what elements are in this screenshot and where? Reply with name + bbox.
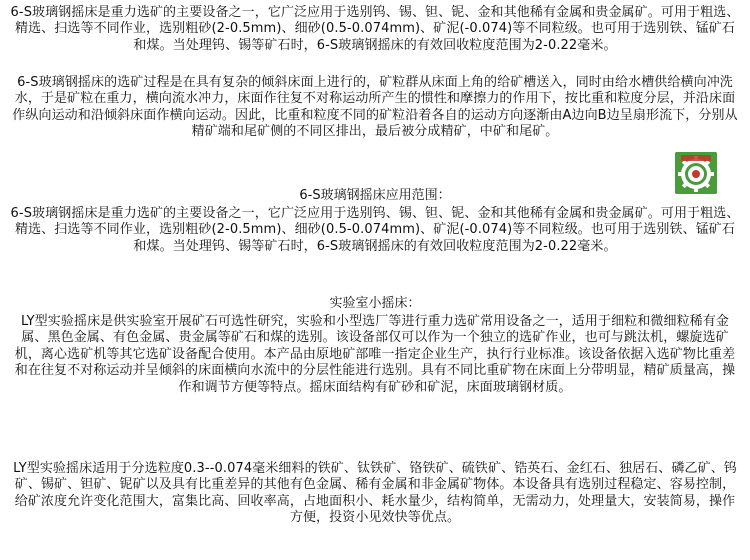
scope-paragraph: 6-S玻璃钢摇床是重力选矿的主要设备之一，它广泛应用于选别钨、锡、钽、铌、金和其他稀有金属和贵金属矿。可用于粗选、精选、扫选等不同作业，选别粗砂(2-0.5mm)、细砂(0.5-0.074mm)、矿泥(-0.074)等不同粒级。也可用于选别铁、锰矿石和煤。当处理钨、锡等矿石时，6-S玻璃钢摇床的有效回收粒度范围为2-0.22毫米。 (10, 206, 740, 254)
lab-scope-paragraph: LY型实验摇床适用于分选粒度0.3--0.074毫米细料的铁矿、钛铁矿、铬铁矿、硫铁矿、锆英石、金红石、独居石、磷乙矿、钨矿、锡矿、钽矿、铌矿以及具有比重差异的其他有色金属、稀有金属和非金属矿物体。本设备具有选别过程稳定、容易控制，给矿浓度允许变化范围大，富集比高、回收率高，占地面积小、耗水量少，结构简单，无需动力，处理量大，安装简易，操作方便，投资小见效快等优点。 (13, 461, 737, 526)
intro-paragraph: 6-S玻璃钢摇床是重力选矿的主要设备之一，它广泛应用于选别钨、锡、钽、铌、金和其他稀有金属和贵金属矿。可用于粗选、精选、扫选等不同作业，选别粗砂(2-0.5mm)、细砂(0.5-0.074mm)、矿泥(-0.074)等不同粒级。也可用于选别铁、锰矿石和煤。当处理钨、锡等矿石时，6-S玻璃钢摇床的有效回收粒度范围为2-0.22毫米。 (10, 5, 740, 53)
scope-heading: 6-S玻璃钢摇床应用范围： (299, 188, 451, 203)
principle-paragraph: 6-S玻璃钢摇床的选矿过程是在具有复杂的倾斜床面上进行的，矿粒群从床面上角的给矿槽送入，同时由给水槽供给横向冲洗水，于是矿粒在重力，横向流水冲力，床面作往复不对称运动所产生的惯性和摩擦力的作用下，按比重和粒度分层，并沿床面作纵向运动和沿倾斜床面作横向运动。因此，比重和粒度不同的矿粒沿着各自的运动方向逐渐由A边向B边呈扇形流下，分别从精矿端和尾矿侧的不同区排出，最后被分成精矿，中矿和尾矿。 (12, 75, 738, 140)
lab-heading: 实验室小摇床： (329, 296, 421, 311)
lab-paragraph: LY型实验摇床是供实验室开展矿石可选性研究，实验和小型选厂等进行重力选矿常用设备之一，适用于细粒和微细粒稀有金属、黑色金属、有色金属、贵金属等矿石和煤的选别。该设备部仅可以作为一个独立的选矿作业，也可与跳汰机，螺旋选矿机，离心选矿机等其它选矿设备配合使用。本产品由原地矿部唯一指定企业生产，执行行业标准。该设备依据入选矿物比重差和在往复不对称运动并呈倾斜的床面横向水流中的分层性能进行选别。具有不同比重矿物在床面上分带明显，精矿质量高，操作和调节方便等特点。摇床面结构有矿砂和矿泥，床面玻璃钢材质。 (14, 314, 736, 395)
